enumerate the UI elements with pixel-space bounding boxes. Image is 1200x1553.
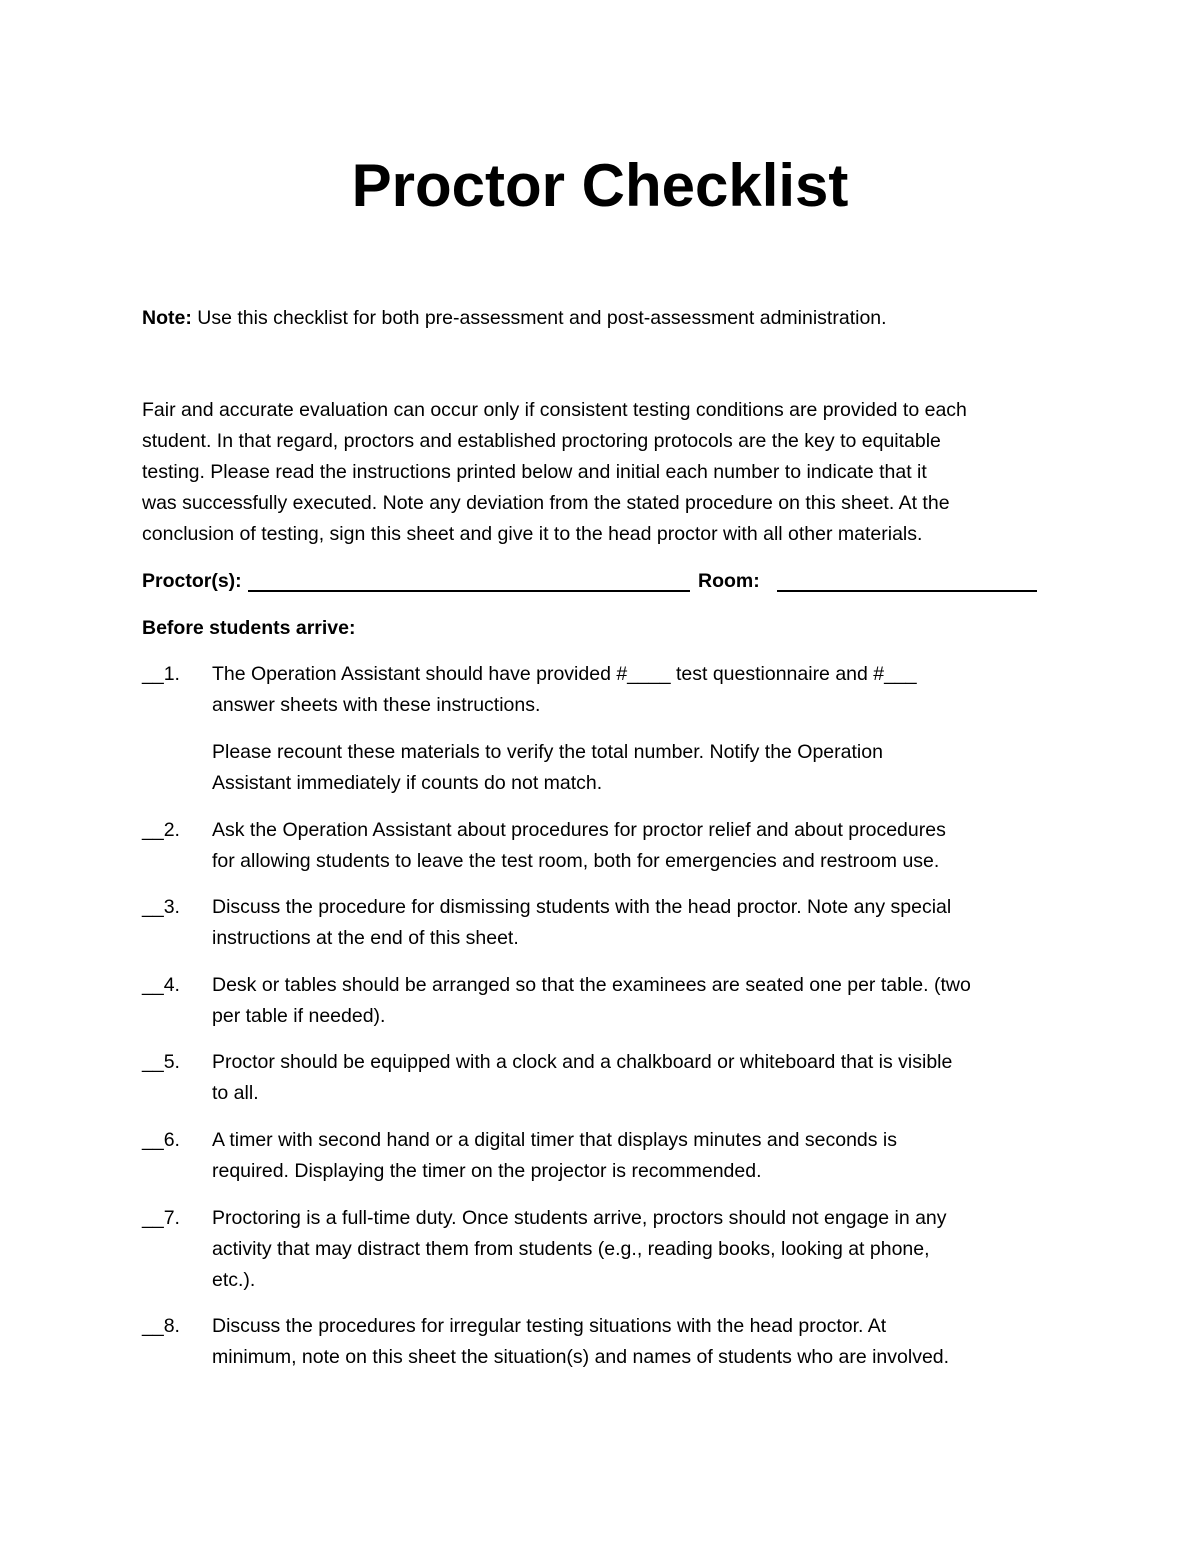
item-line: answer sheets with these instructions. — [212, 694, 541, 716]
item-line: A timer with second hand or a digital timer that displays minutes and seconds is — [212, 1129, 898, 1151]
item-number[interactable]: __4. — [142, 974, 180, 996]
item-line: Assistant immediately if counts do not match. — [212, 772, 603, 794]
item-body — [212, 1203, 1072, 1296]
item-line: Discuss the procedures for irregular testing situations with the head proctor. At — [212, 1315, 887, 1337]
intro-line: student. In that regard, proctors and established proctoring protocols are the key to equitable — [142, 430, 941, 452]
item-number[interactable]: __5. — [142, 1051, 180, 1073]
item-line: minimum, note on this sheet the situation(s) and names of students who are involved. — [212, 1346, 950, 1368]
proctors-blank-line[interactable] — [248, 590, 690, 592]
room-blank-line[interactable] — [777, 590, 1037, 592]
item-spacer — [212, 721, 1072, 737]
item-number[interactable]: __1. — [142, 663, 180, 685]
item-line: to all. — [212, 1082, 259, 1104]
item-number[interactable]: __7. — [142, 1207, 180, 1229]
item-body — [212, 892, 1072, 954]
item-body — [212, 815, 1072, 877]
item-line: Ask the Operation Assistant about procedures for proctor relief and about procedures — [212, 819, 946, 841]
item-number[interactable]: __3. — [142, 896, 180, 918]
intro-line: was successfully executed. Note any deviation from the stated procedure on this sheet. At the — [142, 492, 950, 514]
item-line: per table if needed). — [212, 1005, 386, 1027]
item-number[interactable]: __6. — [142, 1129, 180, 1151]
proctor-room-fields — [142, 566, 1082, 597]
item-line: Please recount these materials to verify the total number. Notify the Operation — [212, 741, 883, 763]
item-body — [212, 659, 1072, 799]
item-body — [212, 1125, 1072, 1187]
room-label: Room: — [698, 570, 760, 592]
page-title: Proctor Checklist — [351, 152, 849, 219]
note-label: Note: — [142, 307, 192, 329]
intro-line: Fair and accurate evaluation can occur only if consistent testing conditions are provided to each — [142, 399, 967, 421]
item-number[interactable]: __8. — [142, 1315, 180, 1337]
item-line: The Operation Assistant should have provided #____ test questionnaire and #___ — [212, 663, 917, 685]
item-body — [212, 1311, 1072, 1373]
item-line: Discuss the procedure for dismissing students with the head proctor. Note any special — [212, 896, 952, 918]
item-body — [212, 1047, 1072, 1109]
item-line: activity that may distract them from students (e.g., reading books, looking at phone, — [212, 1238, 930, 1260]
item-line: Desk or tables should be arranged so that the examinees are seated one per table. (two — [212, 974, 971, 996]
item-body — [212, 970, 1072, 1032]
proctors-label: Proctor(s): — [142, 570, 242, 592]
item-number[interactable]: __2. — [142, 819, 180, 841]
section-heading: Before students arrive: — [142, 617, 356, 639]
intro-line: conclusion of testing, sign this sheet and give it to the head proctor with all other materials. — [142, 523, 923, 545]
item-line: for allowing students to leave the test room, both for emergencies and restroom use. — [212, 850, 940, 872]
intro-line: testing. Please read the instructions printed below and initial each number to indicate that it — [142, 461, 927, 483]
note-paragraph — [142, 303, 1082, 334]
item-line: Proctoring is a full-time duty. Once students arrive, proctors should not engage in any — [212, 1207, 947, 1229]
item-line: Proctor should be equipped with a clock and a chalkboard or whiteboard that is visible — [212, 1051, 953, 1073]
item-line: required. Displaying the timer on the projector is recommended. — [212, 1160, 762, 1182]
note-text: Use this checklist for both pre-assessment and post-assessment administration. — [197, 307, 887, 329]
item-line: instructions at the end of this sheet. — [212, 927, 519, 949]
intro-paragraph — [142, 395, 1082, 550]
item-line: etc.). — [212, 1269, 256, 1291]
